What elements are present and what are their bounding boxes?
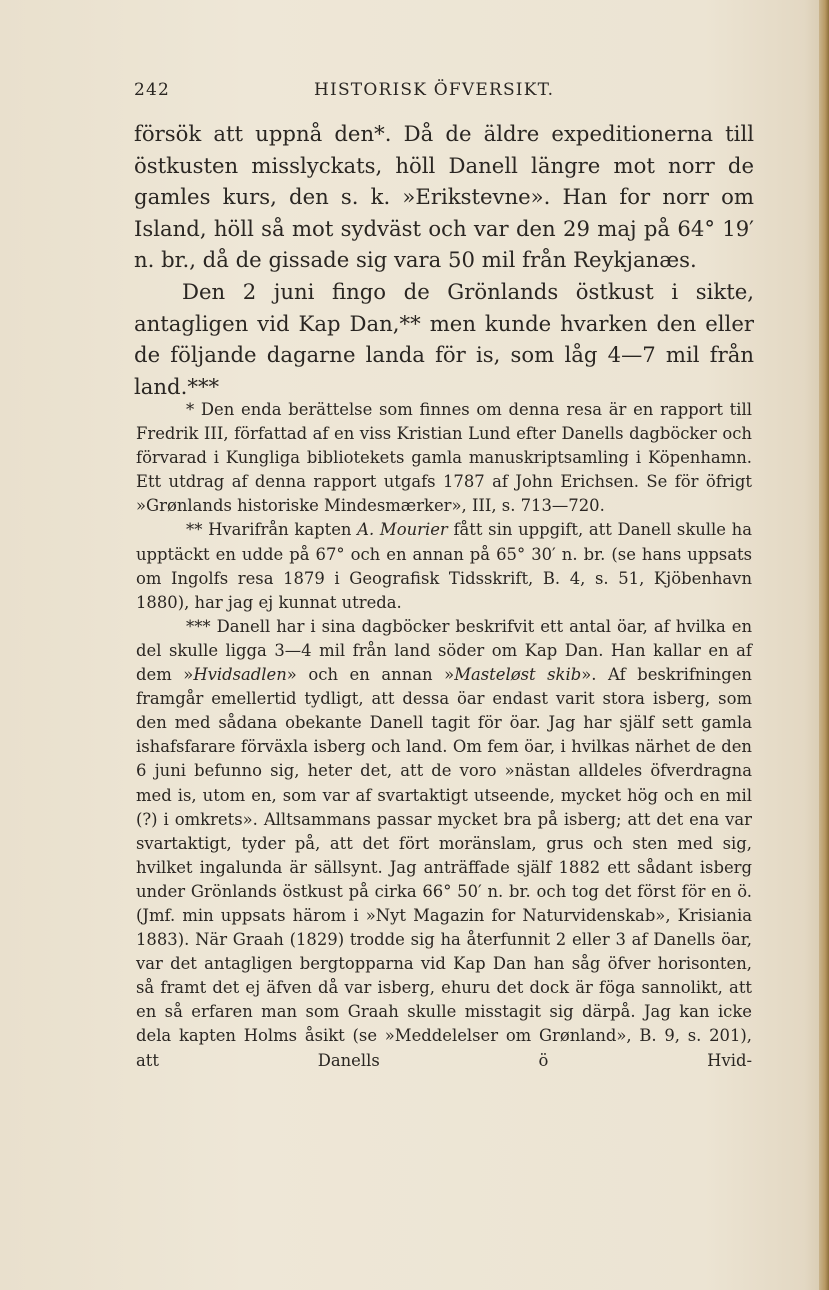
- footnote-1: * Den enda berättelse som finnes om denna resa är en rapport till Fredrik III, författad af en viss Kristian Lund efter Danells dagböcker och förvarad i Kungliga bibliotekets gamla manuskriptsamling i Köpenhamn. Ett utdrag af denna rapport utgafs 1787 af John Erichsen. Se för öfrigt »Grønlands historiske Mindesmærker», III, s. 713—720.: [136, 400, 752, 516]
- body-paragraph-2: Den 2 juni fingo de Grönlands östkust i sikte, antagligen vid Kap Dan,** men kunde hvarken den eller de följande dagarne landa för is, som låg 4—7 mil från land.***: [134, 278, 754, 399]
- running-title: HISTORISK ÖFVERSIKT.: [314, 80, 555, 100]
- body-paragraph-1: försök att uppnå den*. Då de äldre expeditionerna till östkusten misslyckats, höll Danell längre mot norr de gamles kurs, den s. k. »Erikstevne». Han for norr om Island, höll så mot sydväst och var den 29 maj på 64° 19′ n. br., då de gissade sig vara 50 mil från Reykjanæs.: [134, 121, 754, 273]
- page-header: [134, 80, 748, 110]
- footnote-2-rest: fått sin uppgift, att Danell skulle ha upptäckt en udde på 67° och en annan på 65° 30′ n. br. (se hans uppsats om Ingolfs resa 1879 i Geografisk Tidsskrift, B. 4, s. 51, Kjöbenhavn 1880), har jag ej kunnat utreda.: [136, 520, 753, 612]
- footnote-3-part-c: ». Af beskrifningen framgår emellertid tydligt, att dessa öar endast varit stora isberg, som den med sådana obekante Danell tagit för öar. Jag har själf sett gamla ishafsfarare förväxla isberg och land. Om fem öar, i hvilkas närhet de den 6 juni befunno sig, heter det, att de voro »nästan alldeles öfverdragna med is, utom en, som var af svartaktigt utseende, mycket hög och en mil (?) i omkrets». Alltsammans passar mycket bra på isberg; att det ena var svartaktigt, tyder på, att det fört moränslam, grus och sten med sig, hvilket ingalunda är sällsynt. Jag anträffade själf 1882 ett sådant isberg under Grönlands östkust på cirka 66° 50′ n. br. och tog det först för en ö. (Jmf. min uppsats härom i »Nyt Magazin for Naturvidenskab», Krisiania 1883). När Graah (1829) trodde sig ha återfunnit 2 eller 3 af Danells öar, var det antagligen bergtopparna vid Kap Dan han såg öfver horisonten, så framt det ej äfven då var isberg, ehuru det dock är föga sannolikt, att en så erfaren man som Graah skulle misstagit sig därpå. Jag kan icke dela kapten Holms åsikt (se »Meddelelser om Grønland», B. 9, s. 201), att Danells ö Hvid-: [136, 665, 752, 1070]
- footnote-2-prefix: ** Hvarifrån kapten: [186, 520, 358, 540]
- footnote-3-part-a: *** Danell har i sina dagböcker beskrifvit ett antal öar, af hvilka en del skulle ligga 3—4 mil från land söder om Kap Dan. Han kallar en af dem »: [136, 616, 752, 685]
- footnote-3-part-b: » och en annan »: [286, 665, 455, 685]
- footnote-2: [136, 518, 752, 614]
- page-edge: [819, 0, 829, 1290]
- main-text: [134, 118, 754, 402]
- footnotes: [136, 398, 752, 1073]
- footnote-3-name-2: Masteløst skib: [454, 665, 582, 685]
- footnote-2-name: A. Mourier: [357, 520, 448, 540]
- footnote-3: [136, 615, 752, 1073]
- page-number: 242: [134, 80, 171, 100]
- footnote-3-name-1: Hvidsadlen: [193, 665, 287, 685]
